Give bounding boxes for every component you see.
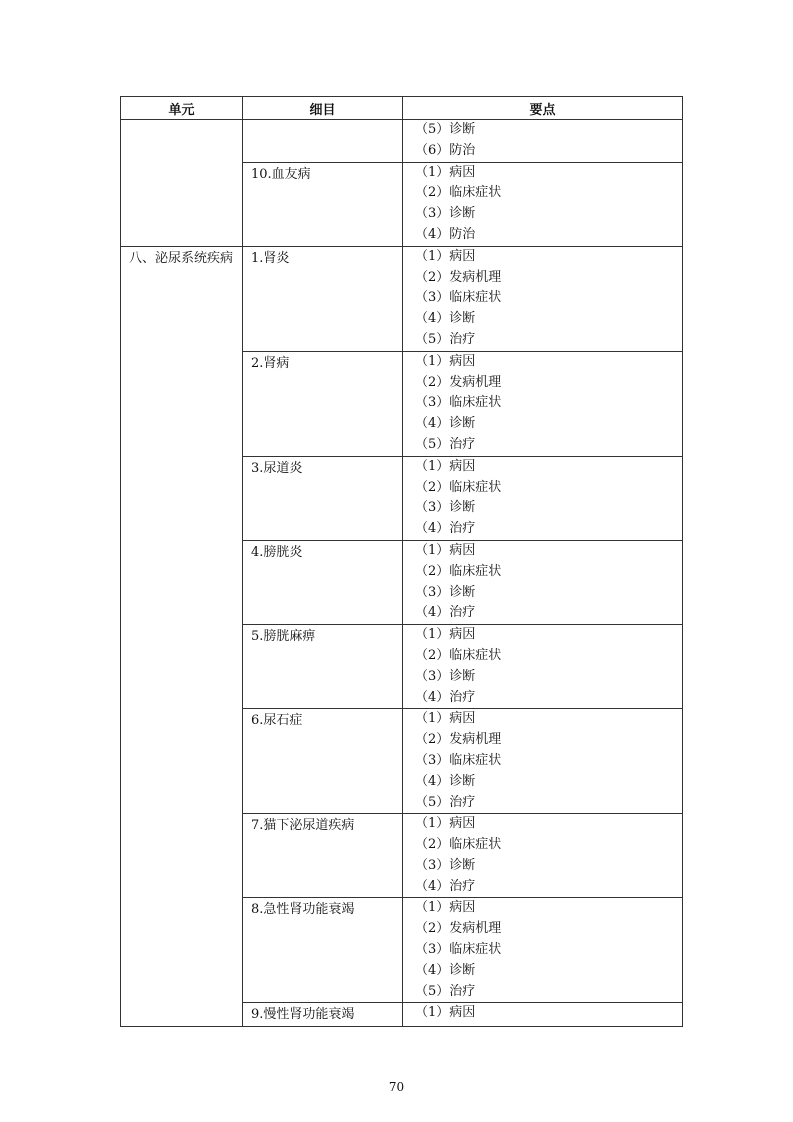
- point-line: （6）防治: [415, 142, 476, 158]
- point-line: （2）临床症状: [415, 647, 502, 663]
- item-label-cell: [243, 456, 403, 540]
- item-label: 3.尿道炎: [251, 460, 303, 476]
- points-cell: [403, 1003, 683, 1027]
- point-line: （5）治疗: [415, 794, 476, 810]
- points-cell: [403, 540, 683, 624]
- item-label-cell: [243, 540, 403, 624]
- point-line: （2）发病机理: [415, 921, 502, 937]
- item-label-cell: [243, 351, 403, 456]
- point-line: （2）发病机理: [415, 269, 502, 285]
- item-label: 9.慢性肾功能衰竭: [251, 1007, 355, 1023]
- item-label-cell: [243, 1003, 403, 1027]
- item-label: 4.膀胱炎: [251, 544, 303, 560]
- item-label: 1.肾炎: [251, 250, 290, 266]
- point-line: （1）病因: [415, 353, 476, 369]
- point-line: （2）发病机理: [415, 732, 502, 748]
- unit-label: 八、泌尿系统疾病: [129, 250, 234, 266]
- point-line: （4）治疗: [415, 689, 476, 705]
- point-line: （5）治疗: [415, 436, 476, 452]
- point-line: （1）病因: [415, 816, 476, 832]
- points-cell: [403, 625, 683, 709]
- header-item: 细目: [243, 97, 403, 120]
- point-line: （5）诊断: [415, 122, 476, 137]
- item-label: 2.肾病: [251, 355, 290, 371]
- unit-label-cell: [121, 246, 243, 1026]
- points-cell: [403, 814, 683, 898]
- point-line: （4）防治: [415, 226, 476, 242]
- header-point: 要点: [403, 97, 683, 120]
- table-body: [121, 120, 683, 1027]
- point-line: （3）诊断: [415, 206, 476, 222]
- points-cell: [403, 709, 683, 814]
- point-line: （3）诊断: [415, 668, 476, 684]
- point-line: （3）临床症状: [415, 395, 502, 411]
- table-row: [121, 246, 683, 351]
- continued-points-cell: [403, 120, 683, 163]
- point-line: （2）临床症状: [415, 563, 502, 579]
- item-label-cell: [243, 162, 403, 246]
- point-line: （5）治疗: [415, 331, 476, 347]
- point-line: （4）诊断: [415, 311, 476, 327]
- point-line: （3）诊断: [415, 500, 476, 516]
- point-line: （1）病因: [415, 900, 476, 916]
- header-unit: 单元: [121, 97, 243, 120]
- point-line: （4）治疗: [415, 605, 476, 621]
- points-cell: [403, 246, 683, 351]
- point-line: （1）病因: [415, 1005, 476, 1021]
- page-number: 70: [388, 1080, 405, 1094]
- item-label: 7.猫下泌尿道疾病: [251, 818, 355, 834]
- point-line: （1）病因: [415, 164, 476, 180]
- points-cell: [403, 162, 683, 246]
- point-line: （1）病因: [415, 711, 476, 727]
- item-label-cell: [243, 625, 403, 709]
- point-line: （1）病因: [415, 627, 476, 643]
- points-cell: [403, 456, 683, 540]
- item-label: 8.急性肾功能衰竭: [251, 902, 355, 918]
- item-continued-cell: [243, 120, 403, 163]
- table-row: [121, 120, 683, 163]
- point-line: （3）诊断: [415, 584, 476, 600]
- item-label-cell: [243, 246, 403, 351]
- item-label-cell: [243, 814, 403, 898]
- point-line: （4）治疗: [415, 878, 476, 894]
- point-line: （1）病因: [415, 248, 476, 264]
- point-line: （2）临床症状: [415, 185, 502, 201]
- points-cell: [403, 898, 683, 1003]
- point-line: （4）诊断: [415, 773, 476, 789]
- syllabus-table: [120, 96, 683, 1027]
- point-line: （4）治疗: [415, 521, 476, 537]
- point-line: （2）发病机理: [415, 374, 502, 390]
- point-line: （1）病因: [415, 542, 476, 558]
- item-label: 10.血友病: [251, 166, 311, 182]
- point-line: （5）治疗: [415, 983, 476, 999]
- point-line: （4）诊断: [415, 962, 476, 978]
- item-label-cell: [243, 709, 403, 814]
- point-line: （2）临床症状: [415, 837, 502, 853]
- point-line: （3）临床症状: [415, 290, 502, 306]
- points-cell: [403, 351, 683, 456]
- point-line: （3）临床症状: [415, 752, 502, 768]
- unit-continued-cell: [121, 120, 243, 247]
- point-line: （2）临床症状: [415, 479, 502, 495]
- point-line: （3）临床症状: [415, 942, 502, 958]
- item-label: 5.膀胱麻痹: [251, 629, 316, 645]
- item-label: 6.尿石症: [251, 713, 303, 729]
- item-label-cell: [243, 898, 403, 1003]
- table-header-row: [121, 97, 683, 120]
- point-line: （1）病因: [415, 458, 476, 474]
- point-line: （4）诊断: [415, 416, 476, 432]
- point-line: （3）诊断: [415, 857, 476, 873]
